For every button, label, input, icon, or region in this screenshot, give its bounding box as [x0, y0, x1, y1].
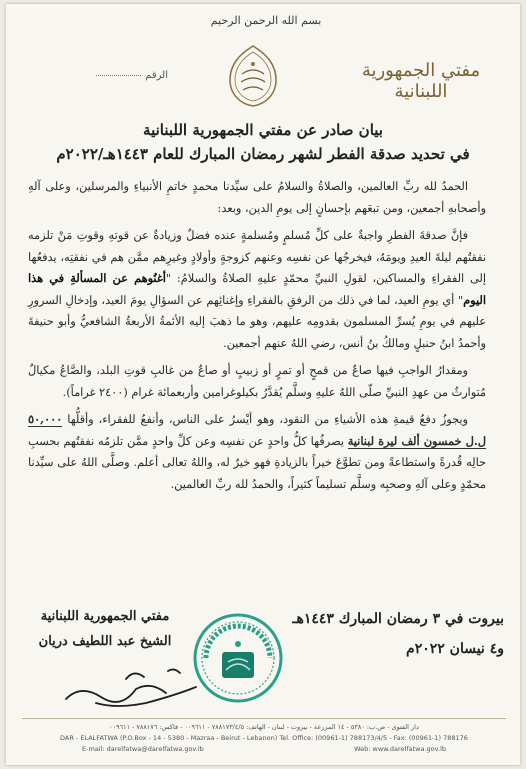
statement-subtitle: في تحديد صدقة الفطر لشهر رمضان المبارك للعام ١٤٤٣هـ/٢٠٢٢م: [56, 145, 470, 163]
footer-contact-links: [22, 744, 506, 755]
grand-mufti-logo-text: مفتي الجمهورية اللبنانية: [361, 60, 481, 102]
footer-address-arabic: دار الفتوى - ص.ب: ٥٣٨٠ - ١٤ المزرعة - بيروت - لبنان - الهاتف: ٧٨٨١٧٣/٤/٥ - ٠٠٩٦١١ - فاكس: ٧٨٨١٧٦ - ٠٠٩٦١١: [109, 723, 419, 731]
signature-title: مفتي الجمهورية اللبنانية: [40, 609, 170, 624]
hadith-quote: أغنُوهم عن المسألةِ في هذا اليوم: [28, 271, 486, 307]
handwritten-signature: [56, 659, 206, 714]
footer-website[interactable]: Web: www.darelfatwa.gov.lb: [354, 745, 446, 753]
zakat-amount: ٥٠,٠٠٠ ل.ل خمسون ألف ليرة لبنانية: [28, 412, 486, 448]
reference-dotted-line: [96, 75, 141, 76]
footer-address-english: DAR - ELALFATWA (P.O.Box - 14 - 5380 - Mazraa - Beirut - Lebanon) Tel. Office: (00961-1) 788173/4/5 - Fax: (00961-1) 788176: [60, 734, 468, 742]
paragraph-obligation-end: " أي يومِ العيد، لما في ذلك من الرفقِ بالفقراءِ وإغنائِهم عن السؤالِ يومَ العيد، وإدخالِ السرورِ عليهم في يومِ يُسرِّ المسلمون بقدومِه عليهم، وهو ما ذهبَ إليه الأئمةُ الأربعةُ الشافعيُّ وأبو حنيفةَ وأحمدُ ابنُ حنبلٍ ومالكُ بنُ أنس، رضي اللهُ عنهم أجمعين.: [28, 293, 486, 350]
paragraph-obligation-start: فإنَّ صدقةَ الفطرِ واجبةٌ على كلِّ مُسلمٍ ومُسلمةٍ عنده فضلٌ وزيادةٌ عن قوتهِ وقوتِ مَنْ تلزمه نفقتُهم ليلةَ العيدِ ويومَهُ، فيخرجُها عن نفسِه وعنهم كزوجةٍ وأولادٍ وغيرِهم ممَّن هم في نفقتِه، يدفعُها إلى الفقراءِ والمساكين، لقولِ النبيِّ محمّدٍ عليهِ الصلاةُ والسلامُ: ": [28, 229, 486, 285]
footer-email[interactable]: E-mail: darelfatwa@darelfatwa.gov.lb: [82, 745, 204, 753]
signature-block: [30, 604, 180, 654]
date-hijri: بيروت في ٣ رمضان المبارك ١٤٤٣هـ: [292, 611, 504, 627]
reference-label: الرقم: [145, 70, 168, 81]
paragraph-opening: الحمدُ لله ربِّ العالمين، والصلاةُ والسلامُ على سيِّدنا محمدٍ خاتمِ الأنبياءِ والمرسلين، وعلى آلهِ وأصحابهِ أجمعين، ومن تبعَهم بإحسانٍ إلى يومِ الدين، وبعد:: [28, 180, 486, 215]
paragraph-value-end: يصرفُها كلُّ واحدٍ عن نفسِه وعن كلِّ واحدٍ ممَّن تلزمُه نفقتُهم بحسبِ حالِه قُدرةً واستطاعةً ومن تطوَّعَ خيراً بالزيادةِ فهو خيرٌ له، واللهُ تعالى أعلم. وصلَّى اللهُ على سيِّدنا محمّدٍ وعلى آلهِ وصحبِه وسلَّم تسليماً كثيراً، والحمدُ لله ربِّ العالمين.: [28, 434, 486, 491]
paragraph-obligation: [28, 225, 486, 354]
paragraph-value: [28, 409, 486, 495]
document-page: [6, 4, 520, 765]
paragraph-value-start: ويجوزُ دفعُ قيمةِ هذه الأشياءِ من النقود، وهو أيْسرُ على الناس، وأنفعُ للفقراء، وأقلُّها: [67, 413, 468, 426]
signature-name: الشيخ عبد اللطيف دريان: [38, 634, 172, 649]
date-gregorian: و٤ نيسان ٢٠٢٢م: [406, 641, 504, 657]
statement-title: بيان صادر عن مفتي الجمهورية اللبنانية: [143, 121, 383, 139]
paragraph-measure: ومقدارُ الواجبِ فيها صاعٌ من قمحٍ أو تمرٍ أو زبيبٍ أو صاعٌ من غالبِ قوتِ البلد، والصَّاعُ مكيالٌ مُتوارثٌ من عهدِ النبيِّ صلّى اللهُ عليهِ وسلَّم يُقدَّرُ بكيلوغرامين وأربعمائة غرام (٢٤٠٠ غراماً).: [28, 364, 486, 399]
statement-body: [28, 176, 486, 501]
letterhead-footer: [22, 718, 506, 755]
basmala: بسم الله الرحمن الرحيم: [210, 14, 322, 27]
reference-number: [78, 70, 168, 81]
dar-al-fatwa-emblem: [226, 44, 280, 108]
